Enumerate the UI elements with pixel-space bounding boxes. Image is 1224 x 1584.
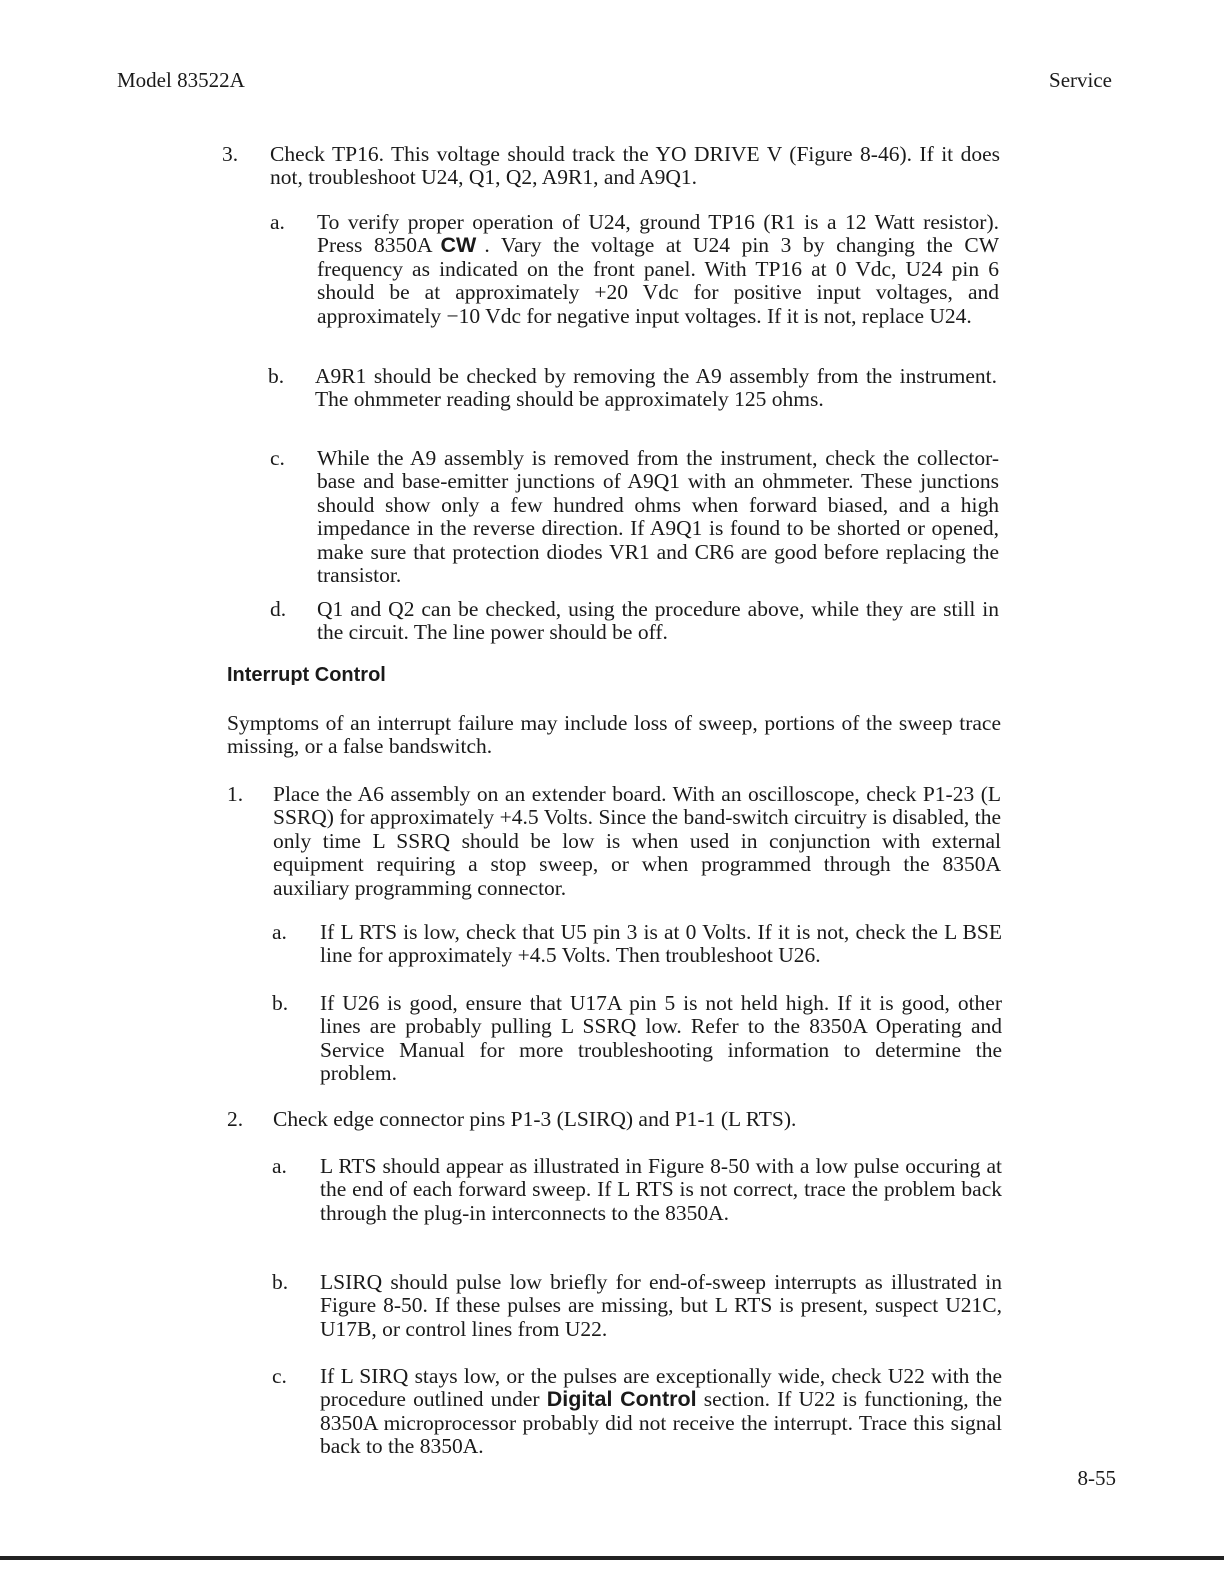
step-3d-label: d. bbox=[270, 597, 287, 621]
step-1a-label: a. bbox=[272, 920, 287, 944]
step-2c-text-after: section. If U22 is functioning, the 8350A microprocessor probably did not receive the interrupt. Trace this signal back to the 8350A. bbox=[320, 1387, 1003, 1459]
header-section: Service bbox=[1049, 68, 1112, 92]
step-3b-text: A9R1 should be checked by removing the A9 assembly from the instrument. The ohmmeter reading should be approximately 125 ohms. bbox=[315, 364, 997, 412]
step-2a-text: L RTS should appear as illustrated in Figure 8-50 with a low pulse occuring at the end of each forward sweep. If L RTS is not correct, trace the problem back through the plug-in interconnects to the 8350A. bbox=[320, 1154, 1002, 1225]
step-3d-text: Q1 and Q2 can be checked, using the procedure above, while they are still in the circuit. The line power should be off. bbox=[317, 597, 999, 645]
step-3b-label: b. bbox=[268, 364, 285, 388]
header-model: Model 83522A bbox=[117, 68, 245, 92]
step-1-text: Place the A6 assembly on an extender board. With an oscilloscope, check P1-23 (L SSRQ) for approximately +4.5 Volts. Since the band-switch circuitry is disabled, the only time L SSRQ should be low is when used in conjunction with external equipment requiring a stop sweep, or when programmed through the 8350A auxiliary programming connector. bbox=[273, 782, 1001, 900]
cw-key-label: CW bbox=[440, 233, 477, 258]
step-1a-text: If L RTS is low, check that U5 pin 3 is at 0 Volts. If it is not, check the L BSE line for approximately +4.5 Volts. Then troubleshoot U26. bbox=[320, 920, 1002, 968]
step-2b-text: LSIRQ should pulse low briefly for end-of-sweep interrupts as illustrated in Figure 8-50. If these pulses are missing, but L RTS is present, suspect U21C, U17B, or control lines from U22. bbox=[320, 1270, 1002, 1341]
step-3-text: Check TP16. This voltage should track the YO DRIVE V (Figure 8-46). If it does not, troubleshoot U24, Q1, Q2, A9R1, and A9Q1. bbox=[270, 142, 1000, 190]
step-2c-text bbox=[320, 1365, 1002, 1459]
step-1b-label: b. bbox=[272, 991, 289, 1015]
step-2c-text-before: If L SIRQ stays low, or the pulses are exceptionally wide, check U22 with the procedure outlined under bbox=[320, 1364, 1002, 1412]
step-3a-text bbox=[317, 211, 999, 328]
step-2b-label: b. bbox=[272, 1270, 289, 1294]
step-3a-text-after: . Vary the voltage at U24 pin 3 by changing the CW frequency as indicated on the front panel. With TP16 at 0 Vdc, U24 pin 6 should be at approximately +20 Vdc for positive input voltages, and approximately −10 Vdc for negative input voltages. If it is not, replace U24. bbox=[317, 233, 999, 328]
step-2c-label: c. bbox=[272, 1364, 287, 1388]
step-3a-label: a. bbox=[270, 210, 285, 234]
step-2-number: 2. bbox=[227, 1107, 244, 1131]
digital-control-reference: Digital Control bbox=[546, 1387, 697, 1412]
step-3a-text-before: To verify proper operation of U24, ground TP16 (R1 is a 12 Watt resistor). Press 8350A bbox=[317, 210, 999, 258]
step-2-text: Check edge connector pins P1-3 (LSIRQ) and P1-1 (L RTS). bbox=[273, 1107, 797, 1131]
interrupt-intro: Symptoms of an interrupt failure may include loss of sweep, portions of the sweep trace missing, or a false bandswitch. bbox=[227, 711, 1001, 759]
step-1-number: 1. bbox=[227, 782, 244, 806]
step-1b-text: If U26 is good, ensure that U17A pin 5 is not held high. If it is good, other lines are probably pulling L SSRQ low. Refer to the 8350A Operating and Service Manual for more troubleshooting information to determine the problem. bbox=[320, 991, 1002, 1086]
bottom-rule bbox=[0, 1556, 1224, 1560]
step-3c-label: c. bbox=[270, 446, 285, 470]
step-3c-text: While the A9 assembly is removed from the instrument, check the collector-base and base-emitter junctions of A9Q1 with an ohmmeter. These junctions should show only a few hundred ohms when forward biased, and a high impedance in the reverse direction. If A9Q1 is found to be shorted or opened, make sure that protection diodes VR1 and CR6 are good before replacing the transistor. bbox=[317, 446, 999, 588]
page-number: 8-55 bbox=[1077, 1466, 1116, 1490]
section-heading-interrupt-control: Interrupt Control bbox=[227, 664, 386, 686]
step-2a-label: a. bbox=[272, 1154, 287, 1178]
step-3-number: 3. bbox=[222, 142, 239, 166]
